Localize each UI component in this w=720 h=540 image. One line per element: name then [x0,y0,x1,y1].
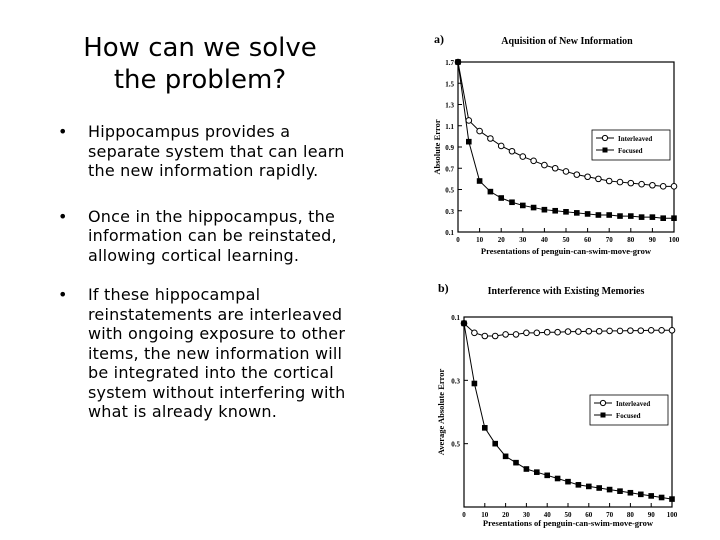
x-axis-label: Presentations of penguin-can-swim-move-grow [482,518,654,528]
x-tick-label: 80 [626,511,634,519]
data-point [650,182,656,188]
data-point [586,328,592,334]
x-axis-label: Presentations of penguin-can-swim-move-grow [480,246,652,256]
data-point [488,136,494,142]
x-tick-label: 0 [462,511,466,519]
data-point [617,488,623,494]
data-point [628,328,634,334]
data-point [503,332,509,338]
data-point [638,492,644,498]
data-point [628,180,634,186]
data-point [513,460,519,466]
data-point [520,203,526,209]
data-point [596,176,602,182]
y-tick-label: 0.5 [451,440,460,449]
data-point [617,179,623,185]
data-point [498,143,504,149]
data-point [555,329,561,335]
x-tick-label: 70 [605,236,613,244]
x-tick-label: 50 [564,511,572,519]
x-tick-label: 10 [476,236,484,244]
y-tick-label: 1.3 [445,101,454,110]
data-point [628,213,634,219]
y-tick-label: 0.1 [451,314,460,322]
data-point [606,212,612,218]
data-point [482,425,488,431]
data-point [466,118,472,124]
chart-title: Interference with Existing Memories [487,286,645,297]
y-axis-label: Average Absolute Error [436,368,446,456]
y-tick-label: 0.1 [445,229,454,237]
data-point [534,469,540,475]
legend-label: Focused [616,412,641,420]
data-point [650,214,656,220]
data-point [596,328,602,334]
x-tick-label: 80 [627,236,635,244]
data-point [503,454,509,460]
data-point [552,208,558,214]
data-point [498,195,504,201]
x-tick-label: 90 [647,511,655,519]
data-point [659,328,665,334]
data-point [628,490,634,496]
data-point [563,169,569,175]
legend-marker [601,413,606,418]
data-point [509,199,515,205]
data-point [659,495,665,501]
data-point [482,333,488,339]
data-point [524,330,530,336]
data-point [477,128,483,134]
data-point [648,328,654,334]
data-point [461,321,467,327]
x-tick-label: 100 [666,511,678,519]
data-point [509,148,515,154]
x-tick-label: 90 [648,236,656,244]
panel-label: b) [438,281,449,295]
data-point [531,158,537,164]
data-point [466,139,472,145]
x-tick-label: 20 [502,511,510,519]
data-point [638,328,644,334]
data-point [585,174,591,180]
bullet-text-1: Hippocampus provides a separate system that can learn the new information rapidly. [88,122,345,180]
data-point [552,165,558,171]
y-tick-label: 0.3 [451,377,460,386]
x-tick-label: 30 [522,511,530,519]
series-line-interleaved [458,62,674,186]
slide-title-line-1: How can we solve [83,33,317,63]
data-point [534,330,540,336]
legend-label: Focused [618,147,643,155]
data-point [639,214,645,220]
chart-panel-2 [436,281,678,528]
data-point [565,329,571,335]
data-point [607,328,613,334]
data-point [576,482,582,488]
data-point [585,211,591,217]
data-point [607,487,613,493]
chart-title: Aquisition of New Information [501,36,633,47]
x-tick-label: 0 [456,236,460,244]
y-tick-label: 0.9 [445,144,454,152]
data-point [542,162,548,168]
x-tick-label: 60 [585,511,593,519]
y-tick-label: 1.1 [445,122,454,131]
data-point [472,330,478,336]
bullet-text-3: If these hippocampal reinstatements are interleaved with ongoing exposure to other items, the new information will be integrated into the cortical system without interfering with what is already known. [88,285,346,421]
data-point [565,479,571,485]
data-point [488,189,494,195]
data-point [492,441,498,447]
data-point [617,213,623,219]
x-tick-label: 20 [497,236,505,244]
bullet-dot-icon: • [58,285,68,304]
data-point [660,184,666,190]
data-point [555,476,561,482]
y-tick-label: 0.3 [445,207,454,216]
slide-title-line-2: the problem? [113,65,287,95]
data-point [596,485,602,491]
y-tick-label: 0.5 [445,186,454,195]
data-point [660,215,666,221]
data-point [531,205,537,211]
data-point [669,328,675,334]
x-tick-label: 40 [540,236,548,244]
data-point [576,329,582,335]
x-tick-label: 100 [668,236,680,244]
data-point [574,172,580,178]
data-point [520,154,526,160]
data-point [472,381,478,387]
x-tick-label: 50 [562,236,570,244]
data-point [455,59,461,65]
bullet-dot-icon: • [58,206,68,226]
data-point [586,484,592,490]
data-point [513,332,519,338]
data-point [563,209,569,215]
legend-marker [602,135,607,140]
x-tick-label: 70 [606,511,614,519]
bullet-text-2: Once in the hippocampus, the information can be reinstated, allowing cortical learning. [88,206,337,265]
y-tick-label: 1.7 [445,59,454,67]
panel-label: a) [434,32,444,46]
data-point [477,178,483,184]
data-point [544,329,550,335]
data-point [671,184,677,190]
data-point [671,215,677,221]
legend-marker [600,400,605,405]
data-point [606,178,612,184]
y-tick-label: 0.7 [445,165,454,174]
legend-label: Interleaved [618,135,653,143]
legend-label: Interleaved [616,400,651,408]
data-point [542,207,548,213]
chart-panel-1 [432,32,680,256]
data-point [617,328,623,334]
data-point [639,181,645,187]
x-tick-label: 10 [481,511,489,519]
data-point [492,333,498,339]
data-point [574,210,580,216]
y-axis-label: Absolute Error [432,119,442,175]
y-tick-label: 1.5 [445,80,454,89]
data-point [596,212,602,218]
data-point [669,496,675,502]
data-point [544,473,550,479]
legend-marker [603,148,608,153]
data-point [648,493,654,499]
x-tick-label: 40 [543,511,551,519]
x-tick-label: 60 [584,236,592,244]
x-tick-label: 30 [519,236,527,244]
data-point [524,466,530,472]
bullet-dot-icon: • [58,122,68,141]
